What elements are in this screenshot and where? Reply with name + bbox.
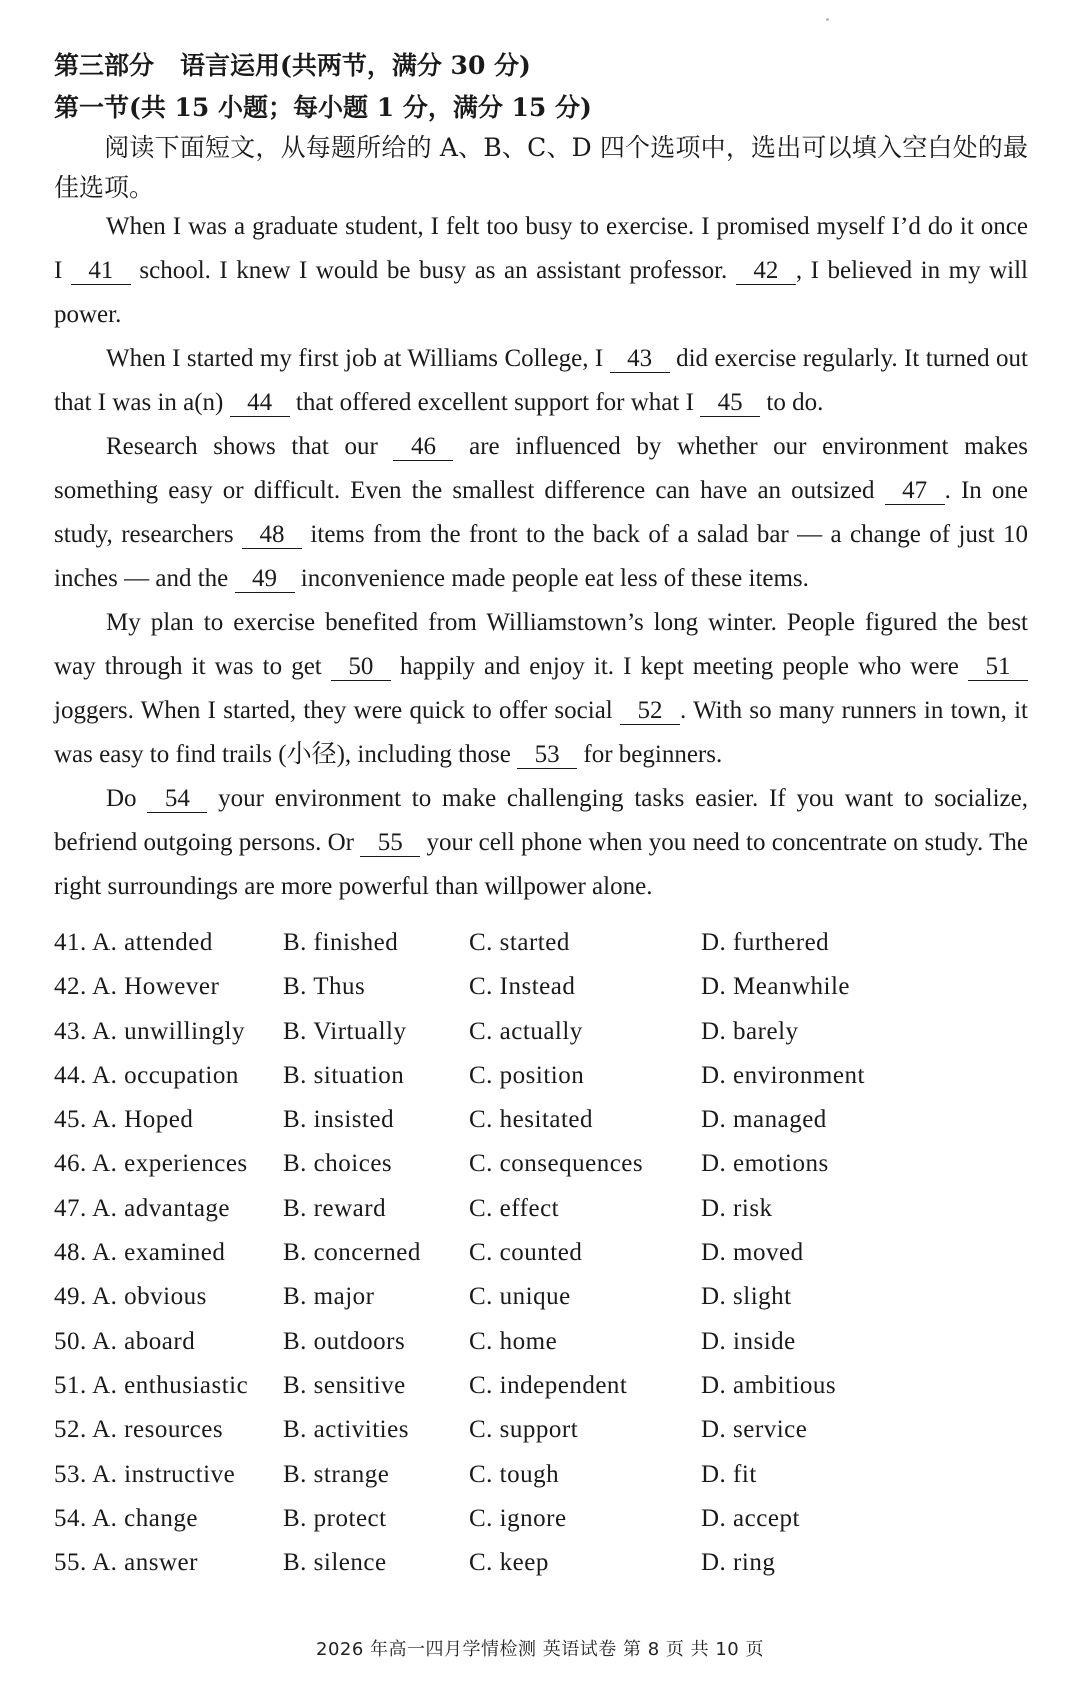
- option-a: 43. A. unwillingly: [54, 1017, 245, 1045]
- question-row: [54, 1372, 1054, 1416]
- option-a: 47. A. advantage: [54, 1194, 231, 1222]
- option-d: D. fit: [701, 1460, 757, 1488]
- option-b: B. sensitive: [283, 1371, 406, 1399]
- part-title: 语言运用(共两节，满分 30 分): [180, 51, 531, 80]
- option-a: 44. A. occupation: [54, 1061, 239, 1089]
- question-row: [54, 1461, 1054, 1505]
- question-row: [54, 1018, 1054, 1062]
- paragraph-2: When I started my first job at Williams College, I 43 did exercise regularly. It turned out that I was in a(n) 44 that offered excellent support for what I 45 to do.: [54, 345, 1028, 416]
- option-d: D. emotions: [701, 1150, 829, 1178]
- option-d: D. environment: [701, 1061, 865, 1089]
- blank-45: 45: [700, 390, 760, 417]
- paragraph-4: My plan to exercise benefited from Williamstown’s long winter. People figured the best way through it was to get 50 happily and enjoy it. I kept meeting people who were 51 joggers. When I started, they were quick to offer social 52 . With so many runners in town, it was easy to find trails (小径), including those 53 for beginners.: [54, 609, 1029, 768]
- option-c: C. keep: [469, 1549, 549, 1577]
- option-c: C. ignore: [469, 1504, 567, 1532]
- option-b: B. insisted: [283, 1106, 395, 1134]
- option-b: B. silence: [283, 1549, 387, 1577]
- part-heading: [54, 50, 531, 82]
- blank-54: 54: [147, 786, 207, 813]
- option-b: B. concerned: [283, 1239, 421, 1267]
- blank-50: 50: [331, 654, 391, 681]
- option-c: C. support: [469, 1416, 579, 1444]
- option-b: B. outdoors: [283, 1327, 406, 1355]
- option-a: 52. A. resources: [54, 1416, 224, 1444]
- option-c: C. position: [469, 1061, 585, 1089]
- option-d: D. ambitious: [701, 1371, 837, 1399]
- blank-42: 42: [736, 258, 796, 285]
- option-b: B. strange: [283, 1460, 390, 1488]
- question-row: [54, 1505, 1054, 1549]
- question-row: [54, 1416, 1054, 1460]
- option-c: C. independent: [469, 1371, 628, 1399]
- option-c: C. counted: [469, 1239, 583, 1267]
- instruction-text: 阅读下面短文，从每题所给的 A、B、C、D 四个选项中，选出可以填入空白处的最佳选项。: [54, 133, 1028, 202]
- option-a: 41. A. attended: [54, 929, 213, 956]
- question-row: [54, 1195, 1054, 1239]
- question-row: [54, 1062, 1054, 1106]
- scan-speck: [826, 18, 829, 21]
- paragraph-3: Research shows that our 46 are influenced by whether our environment makes something easy or difficult. Even the smallest difference can have an outsized 47 . In one study, researchers 48 items from the front to the back of a salad bar — a change of just 10 inches — and the 49 inconvenience made people eat less of these items.: [54, 433, 1029, 592]
- question-row: [54, 929, 1054, 973]
- page-footer: 2026 年高一四月学情检测 英语试卷 第 8 页 共 10 页: [316, 1639, 764, 1660]
- option-d: D. Meanwhile: [701, 973, 851, 1001]
- option-b: B. major: [283, 1283, 375, 1311]
- option-b: B. situation: [283, 1061, 405, 1089]
- blank-52: 52: [620, 698, 680, 725]
- question-row: [54, 1106, 1054, 1150]
- option-b: B. Thus: [283, 973, 366, 1001]
- cloze-passage: [54, 205, 1028, 909]
- option-a: 42. A. However: [54, 973, 220, 1001]
- option-c: C. Instead: [469, 973, 576, 1001]
- option-c: C. effect: [469, 1194, 560, 1222]
- blank-43: 43: [610, 346, 670, 373]
- option-c: C. hesitated: [469, 1106, 594, 1134]
- blank-53: 53: [517, 742, 577, 769]
- option-d: D. inside: [701, 1327, 796, 1355]
- blank-41: 41: [71, 258, 131, 285]
- option-a: 50. A. aboard: [54, 1327, 196, 1355]
- option-c: C. actually: [469, 1017, 583, 1045]
- option-d: D. accept: [701, 1504, 800, 1532]
- option-b: B. protect: [283, 1504, 387, 1532]
- option-a: 55. A. answer: [54, 1549, 198, 1577]
- option-d: D. slight: [701, 1283, 792, 1311]
- question-row: [54, 1328, 1054, 1372]
- option-a: 45. A. Hoped: [54, 1106, 194, 1134]
- option-d: D. risk: [701, 1194, 773, 1222]
- option-a: 48. A. examined: [54, 1239, 226, 1267]
- option-b: B. Virtually: [283, 1017, 407, 1045]
- option-b: B. choices: [283, 1150, 393, 1178]
- question-row: [54, 973, 1054, 1017]
- question-row: [54, 1150, 1054, 1194]
- blank-47: 47: [885, 478, 945, 505]
- option-b: B. reward: [283, 1194, 387, 1222]
- question-row: [54, 1549, 1054, 1593]
- blank-44: 44: [230, 390, 290, 417]
- option-a: 54. A. change: [54, 1504, 198, 1532]
- paragraph-1: When I was a graduate student, I felt too busy to exercise. I promised myself I’d do it once I 41 school. I knew I would be busy as an assistant professor. 42 , I believed in my will power.: [54, 213, 1029, 328]
- option-c: C. home: [469, 1327, 558, 1355]
- question-row: [54, 1283, 1054, 1327]
- paragraph-5: Do 54 your environment to make challenging tasks easier. If you want to socialize, befriend outgoing persons. Or 55 your cell phone when you need to concentrate on study. The right surroundings are more powerful than willpower alone.: [54, 785, 1028, 900]
- blank-48: 48: [242, 522, 302, 549]
- section-heading: 第一节(共 15 小题；每小题 1 分，满分 15 分): [54, 93, 592, 122]
- option-d: D. moved: [701, 1239, 804, 1267]
- option-c: C. unique: [469, 1283, 571, 1311]
- option-c: C. tough: [469, 1460, 560, 1488]
- option-d: D. managed: [701, 1106, 827, 1134]
- option-b: B. activities: [283, 1416, 409, 1444]
- option-d: D. ring: [701, 1549, 776, 1577]
- blank-51: 51: [968, 654, 1028, 681]
- option-b: B. finished: [283, 929, 399, 956]
- part-label: 第三部分: [54, 51, 155, 80]
- blank-55: 55: [360, 830, 420, 857]
- option-d: D. furthered: [701, 929, 830, 956]
- option-a: 46. A. experiences: [54, 1150, 248, 1178]
- question-row: [54, 1239, 1054, 1283]
- blank-46: 46: [393, 434, 453, 461]
- blank-49: 49: [235, 566, 295, 593]
- option-c: C. started: [469, 929, 570, 956]
- option-c: C. consequences: [469, 1150, 644, 1178]
- option-d: D. service: [701, 1416, 808, 1444]
- option-a: 53. A. instructive: [54, 1460, 236, 1488]
- option-a: 51. A. enthusiastic: [54, 1371, 249, 1399]
- answer-options: [54, 929, 1054, 1593]
- option-d: D. barely: [701, 1017, 799, 1045]
- option-a: 49. A. obvious: [54, 1283, 207, 1311]
